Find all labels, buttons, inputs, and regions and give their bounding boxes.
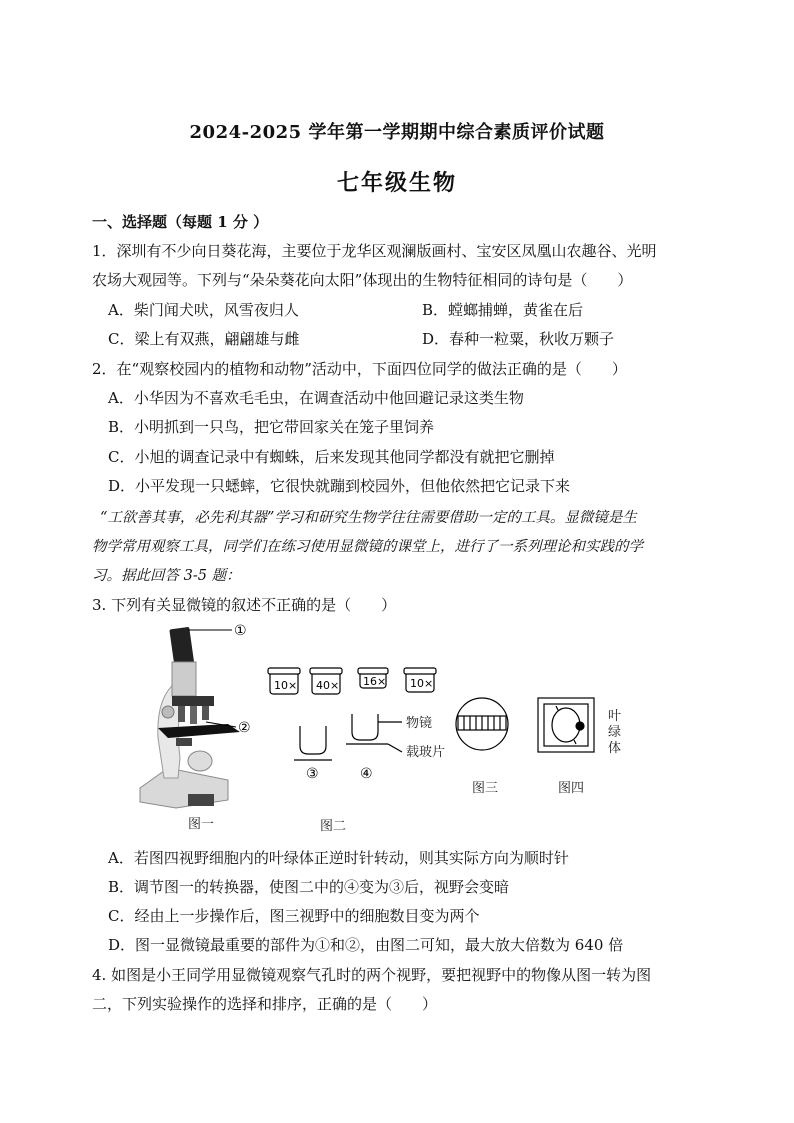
intro-line2: 物学常用观察工具，同学们在练习使用显微镜的课堂上，进行了一系列理论和实践的学 <box>92 539 643 555</box>
chloroplast-label: 叶绿体 <box>608 709 622 756</box>
slide-label: 载玻片 <box>406 745 446 760</box>
microscope-figure <box>128 618 668 838</box>
q3-option-c: C．经由上一步操作后，图三视野中的细胞数目变为两个 <box>108 907 480 925</box>
ocular-2-label: 40× <box>316 679 340 692</box>
q4-stem-line2: 二，下列实验操作的选择和排序，正确的是（ ） <box>92 995 438 1013</box>
q3-option-a: A．若图四视野细胞内的叶绿体正逆时针转动，则其实际方向为顺时针 <box>108 849 569 867</box>
q3-option-d: D．图一显微镜最重要的部件为①和②，由图二可知，最大放大倍数为 640 倍 <box>108 936 624 954</box>
exam-title: 2024-2025 学年第一学期期中综合素质评价试题 <box>189 122 605 143</box>
ocular-4-label: 10× <box>410 677 434 690</box>
label-2: ② <box>238 720 251 736</box>
q3-option-b: B．调节图一的转换器，使图二中的④变为③后，视野会变暗 <box>108 878 510 896</box>
q1-option-a: A．柴门闻犬吠，风雪夜归人 <box>108 301 299 319</box>
caption-fig1: 图一 <box>188 817 215 832</box>
intro-line3: 习。据此回答 3-5 题： <box>92 568 241 584</box>
q2-option-b: B．小明抓到一只鸟，把它带回家关在笼子里饲养 <box>108 418 435 436</box>
objective-label: 物镜 <box>406 716 433 731</box>
q1-stem-line2: 农场大观园等。下列与“朵朵葵花向太阳”体现出的生物特征相同的诗句是（ ） <box>92 271 633 289</box>
q4-stem-line1: 4. 如图是小王同学用显微镜观察气孔时的两个视野，要把视野中的物像从图一转为图 <box>92 966 652 984</box>
section-heading: 一、选择题（每题 1 分 ） <box>92 213 269 231</box>
label-4: ④ <box>360 766 373 782</box>
q1-option-c: C．梁上有双燕，翩翩雄与雌 <box>108 330 300 348</box>
field-of-view-4 <box>538 698 594 752</box>
q1-stem-line1: 1．深圳有不少向日葵花海，主要位于龙华区观澜版画村、宝安区凤凰山农趣谷、光明 <box>92 242 657 260</box>
q2-option-c: C．小旭的调查记录中有蜘蛛，后来发现其他同学都没有就把它删掉 <box>108 448 555 466</box>
q3-stem: 3. 下列有关显微镜的叙述不正确的是（ ） <box>92 596 397 614</box>
exam-subtitle: 七年级生物 <box>336 170 457 196</box>
ocular-1-label: 10× <box>274 679 298 692</box>
caption-fig3: 图三 <box>472 781 499 796</box>
q1-option-d: D．春种一粒粟，秋收万颗子 <box>422 330 615 348</box>
field-of-view-3 <box>456 698 508 750</box>
caption-fig2: 图二 <box>320 819 347 834</box>
label-1: ① <box>234 623 247 639</box>
q2-option-d: D．小平发现一只蟋蟀，它很快就蹦到校园外，但他依然把它记录下来 <box>108 477 571 495</box>
caption-fig4: 图四 <box>558 781 585 796</box>
objectives <box>294 714 402 760</box>
label-3: ③ <box>306 766 319 782</box>
ocular-3-label: 16× <box>363 675 387 688</box>
intro-line1: “工欲善其事，必先利其器”学习和研究生物学往往需要借助一定的工具。显微镜是生 <box>100 510 637 526</box>
q2-stem: 2．在“观察校园内的植物和动物”活动中，下面四位同学的做法正确的是（ ） <box>92 360 627 378</box>
microscope-illustration <box>140 627 240 808</box>
q2-option-a: A．小华因为不喜欢毛毛虫，在调查活动中他回避记录这类生物 <box>108 389 524 407</box>
q1-option-b: B．螳螂捕蝉，黄雀在后 <box>422 301 584 319</box>
